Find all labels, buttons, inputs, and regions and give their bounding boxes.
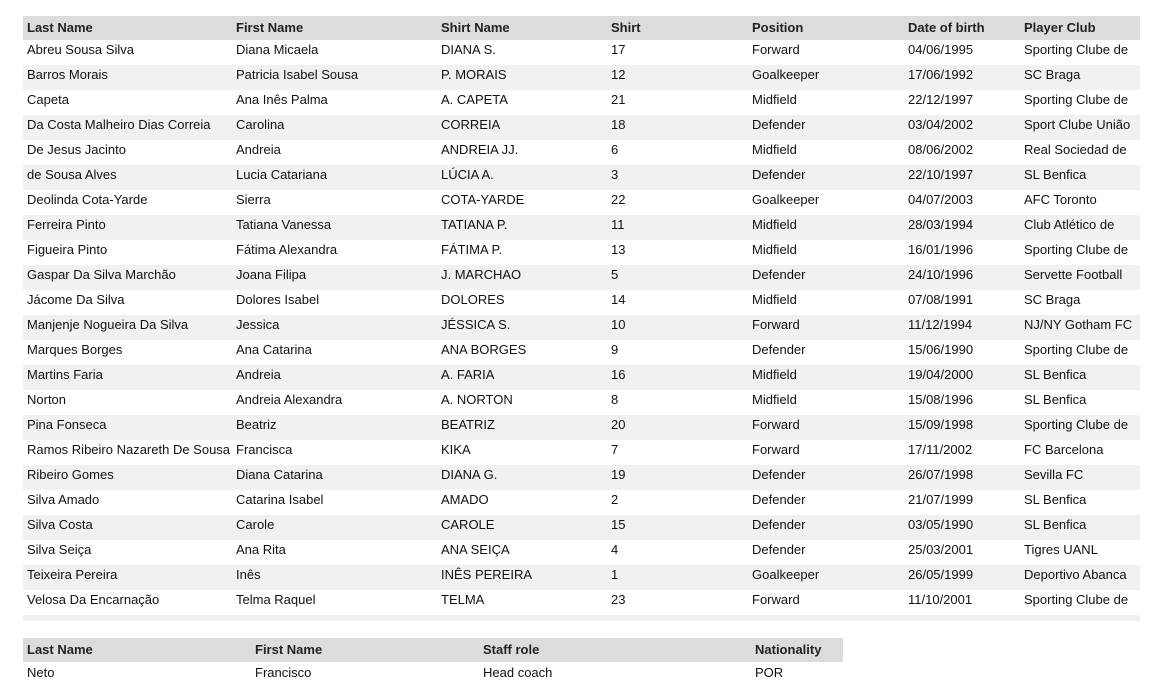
cell-player-club-text: SL Benfica <box>1024 492 1087 507</box>
table-row <box>23 40 1140 65</box>
cell-shirt: 8 <box>611 392 619 407</box>
cell-shirt-name: ANA SEIÇA <box>441 542 510 557</box>
cell-first-name: Patricia Isabel Sousa <box>232 65 437 90</box>
cell-date-of-birth: 07/08/1991 <box>908 292 974 307</box>
cell-player-club-text: SC Braga <box>1024 292 1081 307</box>
cell-position: Defender <box>752 342 806 357</box>
table-row <box>23 340 1140 365</box>
cell-shirt: 23 <box>611 592 626 607</box>
cell-player-club <box>1020 540 1140 565</box>
cell-last-name: De Jesus Jacinto <box>27 142 126 157</box>
table-row <box>23 240 1140 265</box>
players-table <box>23 16 1140 621</box>
cell-shirt-name: TATIANA P. <box>437 215 607 240</box>
table-row <box>23 115 1140 140</box>
cell-player-club <box>1020 490 1140 515</box>
table-row <box>23 390 1140 415</box>
cell-first-name: Inês <box>232 565 437 590</box>
cell-first-name: Lucia Catariana <box>232 165 437 190</box>
cell-date-of-birth: 04/07/2003 <box>908 192 974 207</box>
table-row <box>23 65 1140 90</box>
table-row <box>23 465 1140 490</box>
cell-last-name: Barros Morais <box>23 65 232 90</box>
cell-player-club-text: Sport Clube União <box>1024 117 1131 132</box>
cell-first-name: Joana Filipa <box>232 265 437 290</box>
cell-position: Defender <box>752 492 806 507</box>
cell-first-name: Telma Raquel <box>236 592 316 607</box>
cell-last-name: Ribeiro Gomes <box>23 465 232 490</box>
table-row <box>23 515 1140 540</box>
cell-position: Forward <box>752 42 800 57</box>
cell-position: Forward <box>748 315 904 340</box>
cell-last-name: Silva Amado <box>27 492 100 507</box>
staff-table-body <box>23 662 843 684</box>
cell-shirt-name: LÚCIA A. <box>437 165 607 190</box>
cell-player-club <box>1020 240 1140 265</box>
cell-shirt-name: FÁTIMA P. <box>441 242 503 257</box>
cell-position: Forward <box>752 592 800 607</box>
players-table-body <box>23 40 1140 618</box>
cell-last-name: Norton <box>27 392 67 407</box>
table-row <box>23 440 1140 465</box>
cell-shirt-name: COTA-YARDE <box>441 192 525 207</box>
cell-shirt: 16 <box>607 365 748 390</box>
cell-player-club-text: AFC Toronto <box>1024 192 1097 207</box>
cell-first-name: Jessica <box>232 315 437 340</box>
cell-player-club-text: Servette Football <box>1024 267 1123 282</box>
column-header-shirt: Shirt <box>607 16 748 40</box>
cell-last-name: Capeta <box>27 92 69 107</box>
cell-shirt: 15 <box>607 515 748 540</box>
cell-player-club-text: SL Benfica <box>1024 392 1087 407</box>
cell-position: Goalkeeper <box>752 192 820 207</box>
cell-player-club-text: Real Sociedad de <box>1024 142 1127 157</box>
cell-staff-role: Head coach <box>483 665 553 680</box>
column-header-shirt-name: Shirt Name <box>437 16 607 40</box>
cell-shirt: 20 <box>607 415 748 440</box>
cell-position: Midfield <box>752 142 797 157</box>
cell-first-name: Francisca <box>236 442 293 457</box>
cell-player-club <box>1020 290 1140 315</box>
cell-shirt: 17 <box>611 42 626 57</box>
cell-player-club-text: SL Benfica <box>1024 167 1087 182</box>
cell-last-name: Ferreira Pinto <box>23 215 232 240</box>
cell-last-name: Da Costa Malheiro Dias Correia <box>23 115 232 140</box>
cell-first-name: Diana Micaela <box>236 42 319 57</box>
cell-first-name: Fátima Alexandra <box>236 242 338 257</box>
table-row <box>23 540 1140 565</box>
cell-shirt-name: DOLORES <box>441 292 505 307</box>
cell-shirt-name: A. FARIA <box>437 365 607 390</box>
cell-shirt: 9 <box>611 342 619 357</box>
cell-shirt: 12 <box>607 65 748 90</box>
cell-position: Midfield <box>752 392 797 407</box>
cell-position: Defender <box>748 515 904 540</box>
cell-player-club-text: Sporting Clube de <box>1024 342 1129 357</box>
cell-first-name: Ana Inês Palma <box>236 92 328 107</box>
cell-first-name: Tatiana Vanessa <box>232 215 437 240</box>
cell-player-club <box>1020 440 1140 465</box>
cell-last-name: Teixeira Pereira <box>23 565 232 590</box>
table-row <box>23 265 1140 290</box>
cell-date-of-birth: 15/08/1996 <box>908 392 974 407</box>
cell-shirt: 6 <box>611 142 619 157</box>
cell-last-name: Martins Faria <box>23 365 232 390</box>
cell-date-of-birth: 21/07/1999 <box>908 492 974 507</box>
cell-last-name: Neto <box>27 665 55 680</box>
cell-shirt-name: J. MARCHAO <box>437 265 607 290</box>
cell-shirt: 1 <box>607 565 748 590</box>
cell-last-name: de Sousa Alves <box>23 165 232 190</box>
cell-position: Defender <box>748 115 904 140</box>
staff-table <box>23 638 843 684</box>
cell-shirt-name: CORREIA <box>437 115 607 140</box>
cell-shirt: 13 <box>611 242 626 257</box>
cell-player-club <box>1020 340 1140 365</box>
staff-table-header <box>23 638 843 662</box>
cell-date-of-birth: 22/12/1997 <box>908 92 974 107</box>
players-table-header <box>23 16 1140 40</box>
cell-player-club <box>1020 215 1140 240</box>
cell-player-club-text: Tigres UANL <box>1024 542 1098 557</box>
cell-player-club-text: FC Barcelona <box>1024 442 1104 457</box>
cell-shirt: 18 <box>607 115 748 140</box>
cell-date-of-birth: 03/04/2002 <box>904 115 1020 140</box>
cell-shirt-name: DIANA S. <box>441 42 496 57</box>
cell-shirt-name: JÉSSICA S. <box>437 315 607 340</box>
cell-position: Defender <box>748 265 904 290</box>
cell-first-name: Andreia <box>232 365 437 390</box>
cell-first-name: Diana Catarina <box>232 465 437 490</box>
cell-position: Midfield <box>752 242 797 257</box>
cell-player-club <box>1020 365 1140 390</box>
cell-date-of-birth: 26/07/1998 <box>904 465 1020 490</box>
cell-shirt-name: A. CAPETA <box>441 92 508 107</box>
cell-player-club-text: Sporting Clube de <box>1024 92 1129 107</box>
column-header-last-name: Last Name <box>23 16 232 40</box>
cell-date-of-birth: 24/10/1996 <box>904 265 1020 290</box>
table-row <box>23 662 843 684</box>
cell-shirt: 21 <box>611 92 626 107</box>
cell-date-of-birth: 15/06/1990 <box>908 342 974 357</box>
cell-player-club-text: Sporting Clube de <box>1024 417 1129 432</box>
cell-shirt: 7 <box>611 442 619 457</box>
cell-shirt-name: P. MORAIS <box>437 65 607 90</box>
cell-shirt: 11 <box>607 215 748 240</box>
cell-player-club-text: Sporting Clube de <box>1024 242 1129 257</box>
cell-shirt: 2 <box>611 492 619 507</box>
table-row <box>23 140 1140 165</box>
cell-last-name: Deolinda Cota-Yarde <box>27 192 148 207</box>
cell-date-of-birth: 28/03/1994 <box>904 215 1020 240</box>
cell-shirt-name: A. NORTON <box>441 392 513 407</box>
cell-player-club <box>1020 415 1140 440</box>
table-row <box>23 215 1140 240</box>
cell-date-of-birth: 11/12/1994 <box>904 315 1020 340</box>
table-row <box>23 315 1140 340</box>
column-header-nationality: Nationality <box>751 638 843 662</box>
cell-shirt-name: TELMA <box>441 592 485 607</box>
cell-player-club <box>1020 90 1140 115</box>
cell-last-name: Ramos Ribeiro Nazareth De Sousa <box>27 442 231 457</box>
cell-shirt-name: BEATRIZ <box>437 415 607 440</box>
cell-player-club-text: Sporting Clube de <box>1024 592 1129 607</box>
cell-date-of-birth: 15/09/1998 <box>904 415 1020 440</box>
cell-last-name: Pina Fonseca <box>23 415 232 440</box>
cell-player-club-text: SC Braga <box>1024 67 1081 82</box>
cell-last-name: Silva Seiça <box>27 542 92 557</box>
table-row <box>23 290 1140 315</box>
cell-shirt: 19 <box>607 465 748 490</box>
cell-position: Defender <box>748 465 904 490</box>
cell-player-club <box>1020 65 1140 90</box>
column-header-last-name: Last Name <box>23 638 251 662</box>
cell-player-club-text: Club Atlético de <box>1024 217 1115 232</box>
cell-shirt: 5 <box>607 265 748 290</box>
cell-last-name: Gaspar Da Silva Marchão <box>23 265 232 290</box>
cell-position: Forward <box>752 442 800 457</box>
cell-position: Midfield <box>748 215 904 240</box>
cell-shirt-name: AMADO <box>441 492 489 507</box>
cell-date-of-birth: 11/10/2001 <box>908 592 973 607</box>
cell-player-club <box>1020 140 1140 165</box>
cell-player-club-text: SL Benfica <box>1024 367 1087 382</box>
cell-position: Forward <box>748 415 904 440</box>
cell-last-name: Jácome Da Silva <box>27 292 125 307</box>
cell-date-of-birth: 22/10/1997 <box>904 165 1020 190</box>
cell-shirt-name: CAROLE <box>437 515 607 540</box>
cell-player-club-text: NJ/NY Gotham FC <box>1024 317 1133 332</box>
cell-player-club <box>1020 265 1140 290</box>
cell-player-club <box>1020 40 1140 65</box>
cell-date-of-birth: 25/03/2001 <box>908 542 974 557</box>
cell-date-of-birth: 16/01/1996 <box>908 242 974 257</box>
cell-first-name: Ana Catarina <box>236 342 312 357</box>
cell-date-of-birth: 03/05/1990 <box>904 515 1020 540</box>
cell-position: Goalkeeper <box>748 565 904 590</box>
cell-date-of-birth: 08/06/2002 <box>908 142 974 157</box>
column-header-staff-role: Staff role <box>479 638 751 662</box>
cell-first-name: Sierra <box>236 192 271 207</box>
cell-first-name: Ana Rita <box>236 542 286 557</box>
cell-shirt: 14 <box>611 292 626 307</box>
cell-position: Midfield <box>748 365 904 390</box>
cell-first-name: Carole <box>232 515 437 540</box>
cell-shirt: 22 <box>611 192 626 207</box>
cell-first-name: Andreia <box>236 142 281 157</box>
cell-date-of-birth: 19/04/2000 <box>904 365 1020 390</box>
cell-player-club-text: SL Benfica <box>1024 517 1087 532</box>
cell-player-club <box>1020 190 1140 215</box>
cell-nationality: POR <box>755 665 784 680</box>
cell-player-club <box>1020 165 1140 190</box>
cell-player-club <box>1020 565 1140 590</box>
cell-position: Defender <box>752 542 806 557</box>
cell-first-name: Dolores Isabel <box>236 292 320 307</box>
cell-first-name: Francisco <box>255 665 312 680</box>
cell-player-club <box>1020 315 1140 340</box>
table-row <box>23 190 1140 215</box>
cell-last-name: Velosa Da Encarnação <box>27 592 160 607</box>
cell-shirt: 10 <box>607 315 748 340</box>
table-row <box>23 415 1140 440</box>
cell-shirt-name: INÊS PEREIRA <box>437 565 607 590</box>
column-header-first-name: First Name <box>232 16 437 40</box>
cell-shirt-name: ANDREIA JJ. <box>441 142 519 157</box>
cell-date-of-birth: 04/06/1995 <box>908 42 974 57</box>
cell-last-name: Silva Costa <box>23 515 232 540</box>
cell-shirt: 3 <box>607 165 748 190</box>
cell-first-name: Andreia Alexandra <box>236 392 343 407</box>
table-row <box>23 165 1140 190</box>
cell-position: Goalkeeper <box>748 65 904 90</box>
cell-date-of-birth: 17/06/1992 <box>904 65 1020 90</box>
cell-player-club-text: Sporting Clube de <box>1024 42 1129 57</box>
cell-date-of-birth: 17/11/2002 <box>908 442 973 457</box>
cell-player-club-text: Sevilla FC <box>1024 467 1084 482</box>
cell-shirt-name: ANA BORGES <box>441 342 527 357</box>
cell-player-club <box>1020 515 1140 540</box>
table-row <box>23 490 1140 515</box>
cell-date-of-birth: 26/05/1999 <box>904 565 1020 590</box>
cell-first-name: Catarina Isabel <box>236 492 324 507</box>
cell-last-name: Manjenje Nogueira Da Silva <box>23 315 232 340</box>
table-row <box>23 565 1140 590</box>
cell-last-name: Abreu Sousa Silva <box>27 42 134 57</box>
table-row <box>23 590 1140 618</box>
cell-first-name: Carolina <box>232 115 437 140</box>
cell-last-name: Figueira Pinto <box>27 242 108 257</box>
cell-player-club <box>1020 465 1140 490</box>
column-header-first-name: First Name <box>251 638 479 662</box>
cell-last-name: Marques Borges <box>27 342 123 357</box>
table-row <box>23 365 1140 390</box>
cell-position: Defender <box>748 165 904 190</box>
cell-shirt: 4 <box>611 542 619 557</box>
cell-player-club <box>1020 390 1140 415</box>
table-row <box>23 90 1140 115</box>
cell-shirt-name: DIANA G. <box>437 465 607 490</box>
cell-shirt-name: KIKA <box>441 442 471 457</box>
cell-position: Midfield <box>752 292 797 307</box>
cell-player-club <box>1020 115 1140 140</box>
column-header-position: Position <box>748 16 904 40</box>
column-header-date-of-birth: Date of birth <box>904 16 1020 40</box>
cell-position: Midfield <box>752 92 797 107</box>
cell-player-club-text: Deportivo Abanca <box>1024 567 1127 582</box>
column-header-player-club: Player Club <box>1020 16 1140 40</box>
cell-first-name: Beatriz <box>232 415 437 440</box>
cell-player-club <box>1020 590 1140 618</box>
